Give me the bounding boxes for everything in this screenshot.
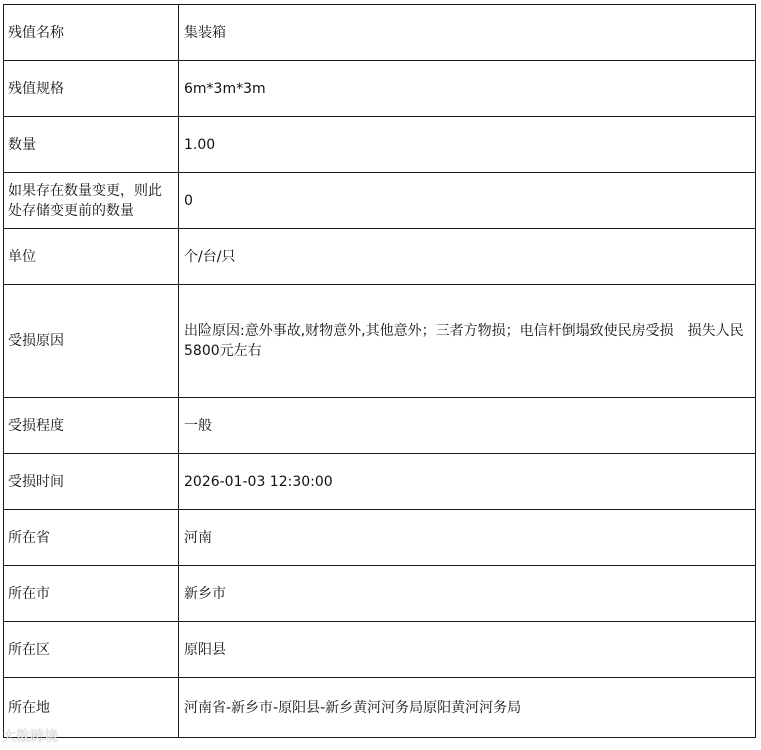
table-row bbox=[4, 173, 756, 229]
row-label: 所在地 bbox=[4, 678, 179, 738]
table-row bbox=[4, 622, 756, 678]
table-row bbox=[4, 398, 756, 454]
table-row bbox=[4, 5, 756, 61]
row-label: 残值规格 bbox=[4, 61, 179, 117]
row-value: 0 bbox=[179, 173, 756, 229]
row-value: 1.00 bbox=[179, 117, 756, 173]
row-value: 河南省-新乡市-原阳县-新乡黄河河务局原阳黄河河务局 bbox=[179, 678, 756, 738]
row-value: 原阳县 bbox=[179, 622, 756, 678]
row-value: 河南 bbox=[179, 510, 756, 566]
residual-info-table bbox=[3, 4, 756, 738]
row-label: 残值名称 bbox=[4, 5, 179, 61]
table-row bbox=[4, 678, 756, 738]
row-value: 新乡市 bbox=[179, 566, 756, 622]
row-label: 如果存在数量变更，则此处存储变更前的数量 bbox=[4, 173, 179, 229]
table-row bbox=[4, 117, 756, 173]
row-label: 所在市 bbox=[4, 566, 179, 622]
row-value: 一般 bbox=[179, 398, 756, 454]
table-row bbox=[4, 61, 756, 117]
row-label: 受损原因 bbox=[4, 285, 179, 398]
row-value: 6m*3m*3m bbox=[179, 61, 756, 117]
watermark: 大数跨境 bbox=[2, 729, 58, 745]
row-value: 2026-01-03 12:30:00 bbox=[179, 454, 756, 510]
table-row bbox=[4, 510, 756, 566]
row-value: 集装箱 bbox=[179, 5, 756, 61]
table-row bbox=[4, 229, 756, 285]
row-value: 个/台/只 bbox=[179, 229, 756, 285]
row-label: 所在省 bbox=[4, 510, 179, 566]
table-row bbox=[4, 566, 756, 622]
row-label: 数量 bbox=[4, 117, 179, 173]
row-label: 单位 bbox=[4, 229, 179, 285]
row-label: 受损程度 bbox=[4, 398, 179, 454]
row-label: 所在区 bbox=[4, 622, 179, 678]
row-label: 受损时间 bbox=[4, 454, 179, 510]
row-value: 出险原因:意外事故,财物意外,其他意外；三者方物损；电信杆倒塌致使民房受损 损失人民5800元左右 bbox=[179, 285, 756, 398]
table-row bbox=[4, 454, 756, 510]
table-row bbox=[4, 285, 756, 398]
